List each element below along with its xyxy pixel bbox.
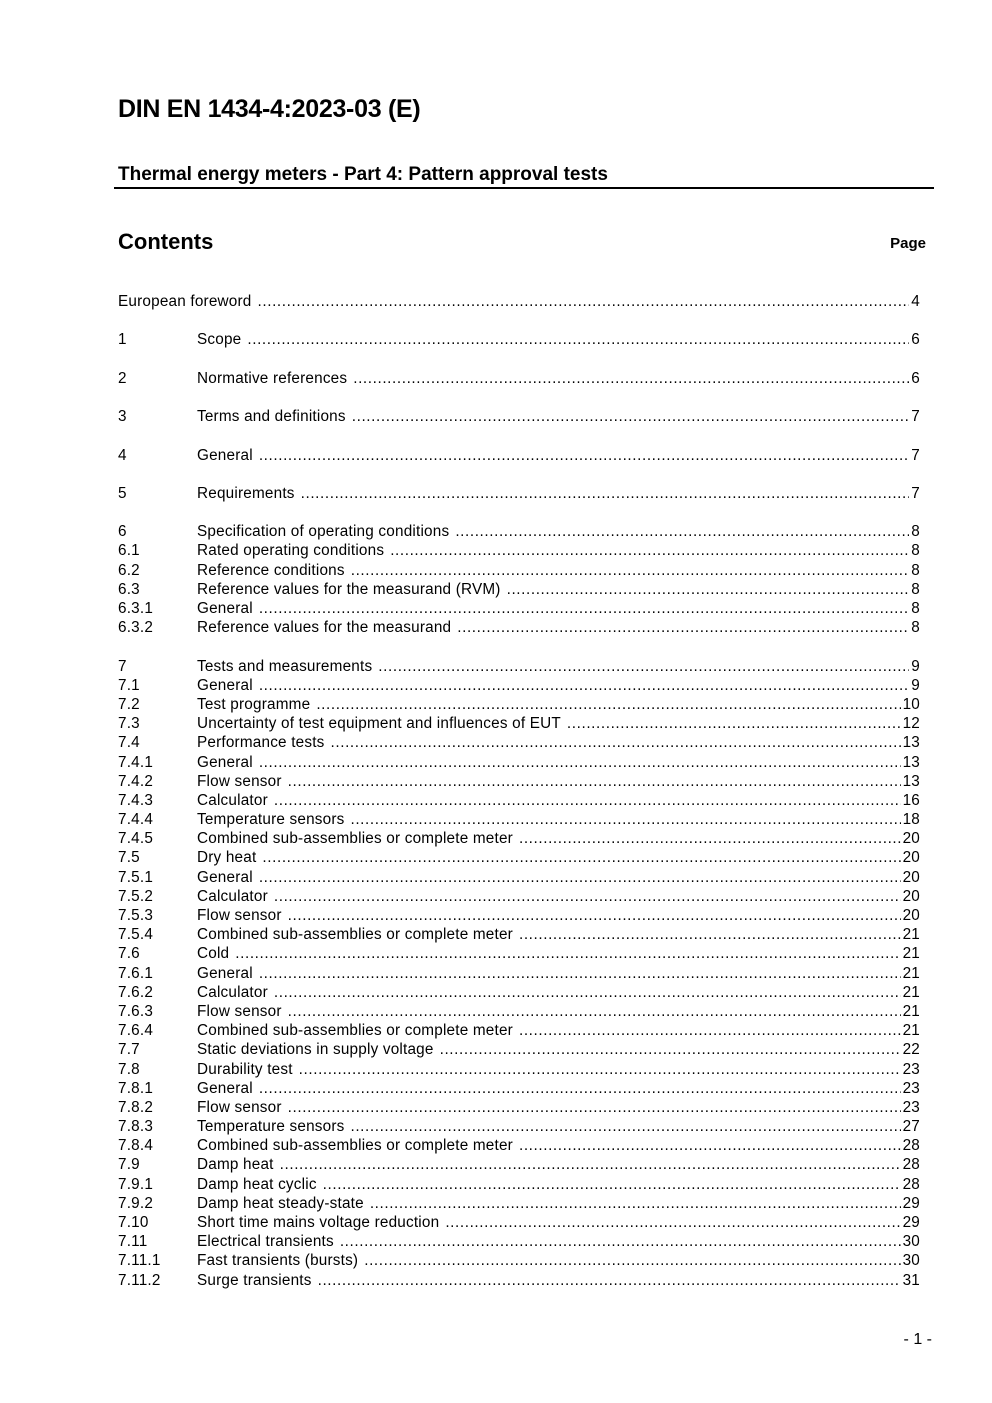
- toc-entry-number: 7.2: [118, 695, 140, 713]
- toc-entry-number: 3: [118, 408, 127, 426]
- toc-entry-number: 7.6.2: [118, 983, 154, 1001]
- toc-leader-dots: [259, 1079, 901, 1098]
- toc-leader-dots: [280, 1155, 901, 1174]
- toc-entry[interactable]: [118, 1117, 920, 1136]
- toc-entry[interactable]: [118, 791, 920, 810]
- toc-leader-dots: [262, 848, 900, 867]
- toc-entry[interactable]: [118, 618, 920, 637]
- toc-leader-dots: [323, 1175, 901, 1194]
- toc-leader-dots: [350, 1117, 900, 1136]
- toc-leader-dots: [351, 561, 910, 580]
- toc-leader-dots: [350, 810, 900, 829]
- toc-entry[interactable]: [118, 906, 920, 925]
- toc-entry-title: Performance tests: [197, 734, 325, 752]
- toc-spacer: [118, 311, 920, 330]
- toc-entry-page: 29: [902, 1214, 920, 1231]
- toc-entry-title: Tests and measurements: [197, 657, 373, 675]
- toc-entry-title: Reference conditions: [197, 561, 345, 579]
- toc-entry-number: 7.4.4: [118, 811, 154, 829]
- toc-entry-page: 13: [902, 734, 920, 752]
- toc-entry[interactable]: [118, 944, 920, 963]
- toc-leader-dots: [370, 1194, 901, 1213]
- toc-spacer: [118, 465, 920, 484]
- toc-entry-page: 23: [902, 1060, 920, 1078]
- toc-entry-title: Test programme: [197, 695, 311, 713]
- toc-entry[interactable]: [118, 1040, 920, 1059]
- toc-entry-title: General: [197, 600, 253, 617]
- toc-entry-page: 6: [911, 331, 920, 349]
- toc-entry-page: 28: [902, 1137, 920, 1155]
- toc-entry-number: 7.8.3: [118, 1118, 154, 1136]
- toc-leader-dots: [455, 522, 909, 541]
- toc-leader-dots: [274, 791, 901, 810]
- toc-entry-title: Temperature sensors: [197, 1118, 345, 1136]
- toc-entry-number: 7.4: [118, 734, 140, 752]
- toc-leader-dots: [519, 829, 901, 848]
- toc-entry-page: 21: [902, 983, 920, 1001]
- toc-entry[interactable]: [118, 887, 920, 906]
- toc-entry-title: Calculator: [197, 791, 268, 809]
- toc-entry-title: Rated operating conditions: [197, 542, 385, 560]
- toc-entry[interactable]: [118, 522, 920, 541]
- toc-entry-number: 7.8.4: [118, 1137, 154, 1155]
- toc-spacer: [118, 426, 920, 445]
- toc-leader-dots: [288, 1098, 901, 1117]
- toc-leader-dots: [274, 983, 901, 1002]
- toc-entry-title: Damp heat steady-state: [197, 1194, 364, 1212]
- toc-entry[interactable]: [118, 541, 920, 560]
- toc-entry-number: 5: [118, 484, 127, 502]
- title-underline: [114, 187, 934, 189]
- toc-leader-dots: [519, 1136, 901, 1155]
- toc-entry[interactable]: [118, 753, 920, 772]
- toc-entry-number: 7.10: [118, 1214, 149, 1231]
- toc-entry-title: Calculator: [197, 983, 268, 1001]
- toc-entry-number: 7.4.2: [118, 772, 154, 790]
- toc-entry-page: 9: [911, 676, 920, 694]
- toc-entry-page: 13: [902, 753, 920, 771]
- toc-entry[interactable]: [118, 1079, 920, 1098]
- toc-entry[interactable]: [118, 1060, 920, 1079]
- toc-entry-number: 6.3.2: [118, 619, 154, 637]
- toc-entry-number: 2: [118, 369, 127, 387]
- toc-entry-number: 7.5.3: [118, 907, 154, 924]
- toc-entry-number: 6.1: [118, 542, 140, 560]
- toc-entry-page: 12: [902, 715, 920, 733]
- toc-entry-title: Uncertainty of test equipment and influences of EUT: [197, 715, 561, 733]
- toc-leader-dots: [440, 1040, 901, 1059]
- toc-entry-page: 20: [902, 907, 920, 924]
- toc-entry-number: 7.5.1: [118, 868, 154, 886]
- toc-entry-title: Durability test: [197, 1060, 293, 1078]
- toc-entry-number: 7.9.1: [118, 1175, 154, 1193]
- toc-entry[interactable]: [118, 369, 920, 388]
- toc-entry-number: 7.4.5: [118, 830, 154, 848]
- toc-entry-number: 6.3.1: [118, 600, 154, 617]
- toc-entry[interactable]: [118, 925, 920, 944]
- toc-entry-number: 7.9.2: [118, 1194, 154, 1212]
- toc-leader-dots: [567, 714, 901, 733]
- toc-entry-title: General: [197, 676, 253, 694]
- toc-entry-number: 7.1: [118, 676, 140, 694]
- toc-leader-dots: [316, 695, 900, 714]
- toc-entry-page: 21: [902, 926, 920, 944]
- toc-entry[interactable]: [118, 1002, 920, 1021]
- toc-entry-number: 7.6.1: [118, 964, 154, 982]
- toc-leader-dots: [519, 1021, 901, 1040]
- toc-entry-page: 7: [911, 446, 920, 464]
- toc-entry-page: 21: [902, 1022, 920, 1040]
- toc-entry-title: General: [197, 753, 253, 771]
- toc-entry-page: 8: [911, 580, 920, 598]
- document-id: DIN EN 1434-4:2023-03 (E): [118, 95, 421, 123]
- toc-entry-title: Dry heat: [197, 849, 257, 867]
- toc-spacer: [118, 503, 920, 522]
- toc-entry[interactable]: [118, 657, 920, 676]
- toc-entry-page: 23: [902, 1079, 920, 1097]
- toc-entry-title: Cold: [197, 945, 230, 963]
- toc-entry-page: 28: [902, 1156, 920, 1174]
- toc-entry-page: 7: [911, 484, 920, 502]
- toc-entry[interactable]: [118, 714, 920, 733]
- toc-entry[interactable]: [118, 1271, 920, 1290]
- toc-leader-dots: [259, 446, 909, 465]
- toc-leader-dots: [519, 925, 901, 944]
- toc-entry[interactable]: [118, 772, 920, 791]
- toc-entry-page: 16: [902, 791, 920, 809]
- toc-entry[interactable]: [118, 848, 920, 867]
- toc-entry[interactable]: [118, 676, 920, 695]
- toc-entry-page: 21: [902, 945, 920, 963]
- toc-entry-title: Damp heat: [197, 1156, 274, 1174]
- toc-entry-page: 8: [911, 619, 920, 637]
- toc-entry[interactable]: [118, 446, 920, 465]
- toc-leader-dots: [353, 369, 909, 388]
- toc-entry-page: 30: [902, 1252, 920, 1270]
- toc-entry-page: 4: [911, 293, 920, 310]
- toc-entry[interactable]: [118, 484, 920, 503]
- toc-entry-number: 7.8.2: [118, 1098, 154, 1116]
- toc-entry[interactable]: [118, 1213, 920, 1232]
- toc-entry-title: Combined sub-assemblies or complete meter: [197, 1022, 513, 1040]
- toc-entry-title: Damp heat cyclic: [197, 1175, 317, 1193]
- toc-entry-page: 8: [911, 561, 920, 579]
- toc-entry-number: 6.2: [118, 561, 140, 579]
- toc-entry-title: Requirements: [197, 484, 295, 502]
- toc-entry-title: General: [197, 868, 253, 886]
- toc-leader-dots: [299, 1060, 901, 1079]
- toc-entry-number: 7.6.3: [118, 1002, 154, 1020]
- toc-entry-number: 4: [118, 446, 127, 464]
- toc-leader-dots: [318, 1271, 901, 1290]
- toc-entry-title: Flow sensor: [197, 1098, 282, 1116]
- toc-entry-number: 6.3: [118, 580, 140, 598]
- toc-entry[interactable]: [118, 695, 920, 714]
- toc-leader-dots: [288, 1002, 901, 1021]
- toc-entry-title: Reference values for the measurand (RVM): [197, 580, 501, 598]
- toc-entry[interactable]: [118, 829, 920, 848]
- toc-entry-number: 1: [118, 331, 127, 349]
- toc-leader-dots: [390, 541, 909, 560]
- toc-leader-dots: [378, 657, 909, 676]
- toc-entry-page: 8: [911, 600, 920, 617]
- toc-entry-title: Flow sensor: [197, 772, 282, 790]
- toc-entry-number: 6: [118, 523, 127, 541]
- page-column-label: Page: [890, 235, 926, 252]
- toc-entry-title: Temperature sensors: [197, 811, 345, 829]
- toc-leader-dots: [259, 599, 909, 618]
- toc-entry-number: 7.5: [118, 849, 140, 867]
- toc-entry-number: 7.8: [118, 1060, 140, 1078]
- toc-entry-page: 10: [902, 695, 920, 713]
- toc-entry[interactable]: [118, 330, 920, 349]
- toc-entry[interactable]: [118, 292, 920, 311]
- page-number: - 1 -: [903, 1331, 932, 1348]
- document-subtitle: Thermal energy meters - Part 4: Pattern approval tests: [118, 164, 608, 185]
- toc-leader-dots: [352, 407, 910, 426]
- toc-spacer: [118, 388, 920, 407]
- toc-entry[interactable]: [118, 561, 920, 580]
- toc-entry-title: Specification of operating conditions: [197, 523, 450, 541]
- toc-spacer: [118, 350, 920, 369]
- toc-entry-title: Normative references: [197, 369, 348, 387]
- toc-entry-page: 28: [902, 1175, 920, 1193]
- toc-leader-dots: [259, 868, 901, 887]
- toc-entry[interactable]: [118, 1175, 920, 1194]
- toc-entry-title: Short time mains voltage reduction: [197, 1214, 440, 1231]
- toc-leader-dots: [507, 580, 910, 599]
- toc-entry-number: 7.3: [118, 715, 140, 733]
- toc-entry-title: Electrical transients: [197, 1233, 334, 1251]
- toc-entry[interactable]: [118, 1098, 920, 1117]
- toc-entry-page: 21: [902, 964, 920, 982]
- toc-entry-page: 29: [902, 1194, 920, 1212]
- toc-entry-title: General: [197, 964, 253, 982]
- table-of-contents: [118, 292, 920, 1290]
- toc-entry-number: 7.8.1: [118, 1079, 154, 1097]
- toc-entry-title: Reference values for the measurand: [197, 619, 452, 637]
- toc-entry[interactable]: [118, 1136, 920, 1155]
- toc-entry-number: 7.5.4: [118, 926, 154, 944]
- toc-entry-page: 22: [902, 1041, 920, 1059]
- toc-entry[interactable]: [118, 1251, 920, 1270]
- toc-entry-page: 20: [902, 868, 920, 886]
- toc-entry-title: Scope: [197, 331, 242, 349]
- toc-leader-dots: [288, 772, 901, 791]
- toc-entry-title: Terms and definitions: [197, 408, 346, 426]
- toc-entry-title: Combined sub-assemblies or complete meter: [197, 830, 513, 848]
- toc-leader-dots: [364, 1251, 900, 1270]
- toc-leader-dots: [340, 1232, 901, 1251]
- toc-leader-dots: [445, 1213, 900, 1232]
- toc-entry-page: 31: [902, 1271, 920, 1289]
- toc-entry-page: 8: [911, 542, 920, 560]
- toc-entry-title: Combined sub-assemblies or complete meter: [197, 1137, 513, 1155]
- toc-entry-page: 20: [902, 849, 920, 867]
- toc-entry-page: 20: [902, 830, 920, 848]
- toc-entry-page: 30: [902, 1233, 920, 1251]
- toc-entry-page: 6: [911, 369, 920, 387]
- toc-entry-title: General: [197, 1079, 253, 1097]
- toc-leader-dots: [259, 964, 901, 983]
- toc-leader-dots: [258, 292, 910, 311]
- toc-entry-title: Flow sensor: [197, 907, 282, 924]
- toc-entry[interactable]: [118, 868, 920, 887]
- toc-entry[interactable]: [118, 733, 920, 752]
- toc-entry-number: 7.4.3: [118, 791, 154, 809]
- toc-entry-page: 13: [902, 772, 920, 790]
- toc-entry-title: General: [197, 446, 253, 464]
- toc-entry-number: 7.9: [118, 1156, 140, 1174]
- toc-entry[interactable]: [118, 580, 920, 599]
- toc-entry-page: 27: [902, 1118, 920, 1136]
- toc-leader-dots: [247, 330, 909, 349]
- toc-leader-dots: [274, 887, 901, 906]
- toc-entry-number: 7.11: [118, 1233, 148, 1251]
- toc-entry-number: 7.6.4: [118, 1022, 154, 1040]
- toc-entry[interactable]: [118, 1194, 920, 1213]
- toc-entry-page: 20: [902, 887, 920, 905]
- toc-entry[interactable]: [118, 1021, 920, 1040]
- toc-leader-dots: [457, 618, 909, 637]
- toc-entry-number: 7.11.1: [118, 1252, 161, 1270]
- toc-entry-title: Fast transients (bursts): [197, 1252, 359, 1270]
- toc-entry-number: 7.4.1: [118, 753, 154, 771]
- toc-entry-page: 8: [911, 523, 920, 541]
- toc-entry-page: 18: [902, 811, 920, 829]
- toc-entry-title: Calculator: [197, 887, 268, 905]
- toc-entry[interactable]: [118, 599, 920, 618]
- toc-entry-title: Surge transients: [197, 1271, 312, 1289]
- toc-entry-title: Combined sub-assemblies or complete meter: [197, 926, 513, 944]
- toc-entry[interactable]: [118, 407, 920, 426]
- toc-leader-dots: [235, 944, 900, 963]
- toc-entry-number: 7.5.2: [118, 887, 154, 905]
- toc-entry-title: European foreword: [118, 293, 252, 310]
- toc-entry-number: 7: [118, 657, 127, 675]
- toc-entry[interactable]: [118, 983, 920, 1002]
- toc-entry[interactable]: [118, 1155, 920, 1174]
- toc-entry-page: 7: [911, 408, 920, 426]
- toc-entry-page: 9: [911, 657, 920, 675]
- toc-entry-title: Flow sensor: [197, 1002, 282, 1020]
- toc-entry[interactable]: [118, 810, 920, 829]
- toc-entry[interactable]: [118, 1232, 920, 1251]
- contents-heading: Contents: [118, 229, 214, 254]
- toc-leader-dots: [301, 484, 910, 503]
- toc-leader-dots: [259, 676, 909, 695]
- toc-entry-number: 7.11.2: [118, 1271, 161, 1289]
- toc-entry[interactable]: [118, 964, 920, 983]
- toc-entry-number: 7.7: [118, 1041, 140, 1059]
- toc-entry-page: 21: [902, 1002, 920, 1020]
- toc-entry-number: 7.6: [118, 945, 140, 963]
- toc-leader-dots: [259, 753, 901, 772]
- toc-entry-title: Static deviations in supply voltage: [197, 1041, 434, 1059]
- toc-entry-page: 23: [902, 1098, 920, 1116]
- toc-spacer: [118, 637, 920, 656]
- toc-leader-dots: [331, 733, 901, 752]
- toc-leader-dots: [288, 906, 901, 925]
